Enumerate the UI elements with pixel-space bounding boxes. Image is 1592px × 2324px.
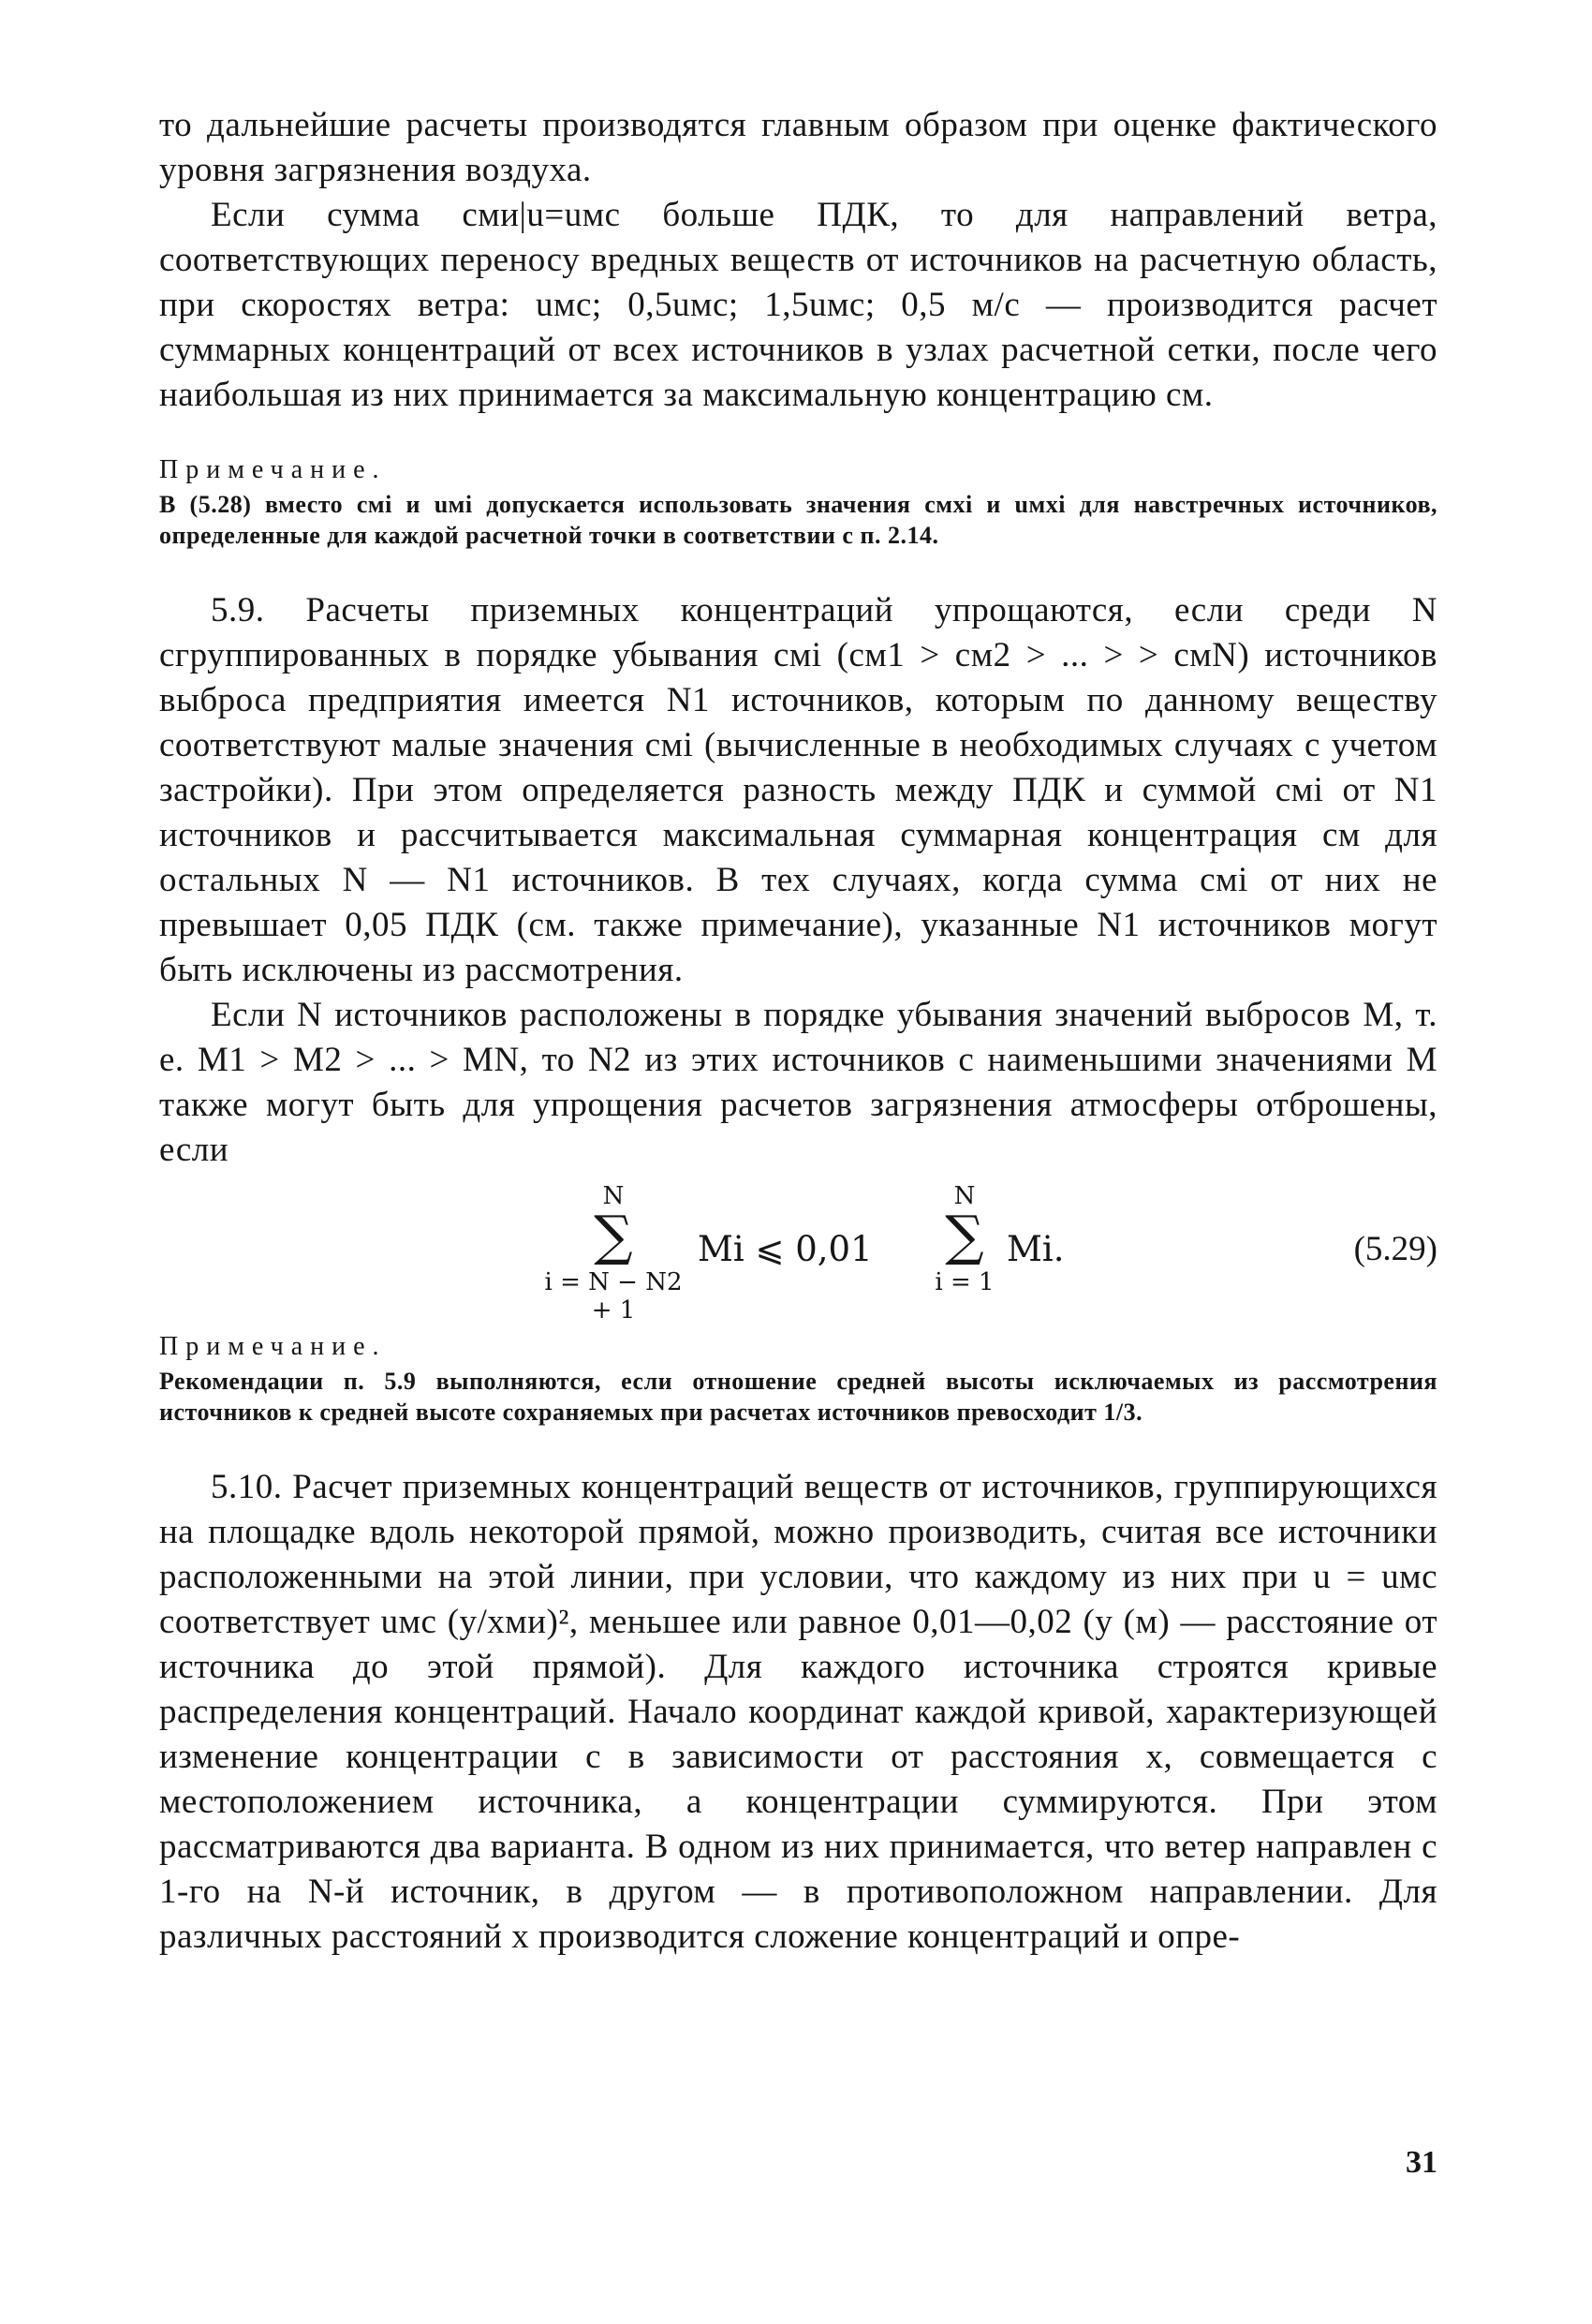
page-body [159, 103, 1437, 1960]
paragraph-5-10: 5.10. Расчет приземных концентраций веществ от источников, группирующихся на площадке вдоль некоторой прямой, можно производить, считая все источники расположенными на этой линии, при условии, что каждому из них при u = uмс соответствует uмс (y/xми)², меньшее или равное 0,01—0,02 (y (м) — расстояние от источника до этой прямой). Для каждого источника строятся кривые распределения концентраций. Начало координат каждой кривой, характеризующей изменение концентрации c в зависимости от расстояния x, совмещается с местоположением источника, а концентрации суммируются. При этом рассматриваются два варианта. В одном из них принимается, что ветер направлен с 1-го на N-й источник, в другом — в противоположном направлении. Для различных расстояний x производится сложение концентраций и опре- [159, 1468, 1437, 1956]
sum-upper-limit: N [602, 1182, 625, 1210]
formula-5-29 [159, 1182, 1437, 1323]
note-text: В (5.28) вместо cмi и uмi допускается использовать значения cмхi и uмхi для навстречных источников, определенные для каждой расчетной точки в соответствии с п. 2.14. [159, 491, 1437, 549]
sum-lower-limit: i = 1 [935, 1268, 995, 1296]
sum-sign-right: N ∑ i = 1 [927, 1182, 1002, 1323]
note-heading: Примечание. [159, 1332, 387, 1361]
sum-lower-limit: i = N − N2 + 1 [544, 1268, 683, 1325]
paragraph-continued: то дальнейшие расчеты производятся главным образом при оценке фактического уровня загрязнения воздуха. [159, 106, 1437, 189]
formula-body [534, 1182, 1065, 1325]
formula-middle: Mi ⩽ 0,01 [698, 1229, 873, 1269]
note-text: Рекомендации п. 5.9 выполняются, если отношение средней высоты исключаемых из рассмотрения источников к средней высоте сохраняемых при расчетах источников превосходит 1/3. [159, 1368, 1437, 1426]
paragraph-5-9: 5.9. Расчеты приземных концентраций упрощаются, если среди N сгруппированных в порядке убывания cмi (cм1 > cм2 > ... > > cмN) источников выброса предприятия имеется N1 источников, которым по данному веществу соответствуют малые значения cмi (вычисленные в необходимых случаях с учетом застройки). При этом определяется разность между ПДК и суммой cмi от N1 источников и рассчитывается максимальная суммарная концентрация cм для остальных N — N1 источников. В тех случаях, когда сумма cмi от них не превышает 0,05 ПДК (см. также примечание), указанные N1 источников могут быть исключены из рассмотрения. [159, 591, 1437, 989]
sum-upper-limit: N [953, 1182, 976, 1210]
note-heading: Примечание. [159, 455, 387, 484]
equation-number: (5.29) [1353, 1230, 1437, 1268]
formula-tail: Mi. [1007, 1229, 1065, 1269]
sum-sign-left: N ∑ i = N − N2 + 1 [534, 1182, 693, 1323]
paragraph-sum: Если сумма cми|u=uмс больше ПДК, то для направлений ветра, соответствующих переносу вредных веществ от источников на расчетную область, при скоростях ветра: uмс; 0,5uмс; 1,5uмс; 0,5 м/с — производится расчет суммарных концентраций от всех источников в узлах расчетной сетки, после чего наибольшая из них принимается за максимальную концентрацию cм. [159, 196, 1437, 414]
page-number: 31 [1406, 2145, 1437, 2180]
paragraph-5-9-b: Если N источников расположены в порядке убывания значений выбросов M, т. е. M1 > M2 > ... > MN, то N2 из этих источников с наименьшими значениями M также могут быть для упрощения расчетов загрязнения атмосферы отброшены, если [159, 996, 1437, 1169]
